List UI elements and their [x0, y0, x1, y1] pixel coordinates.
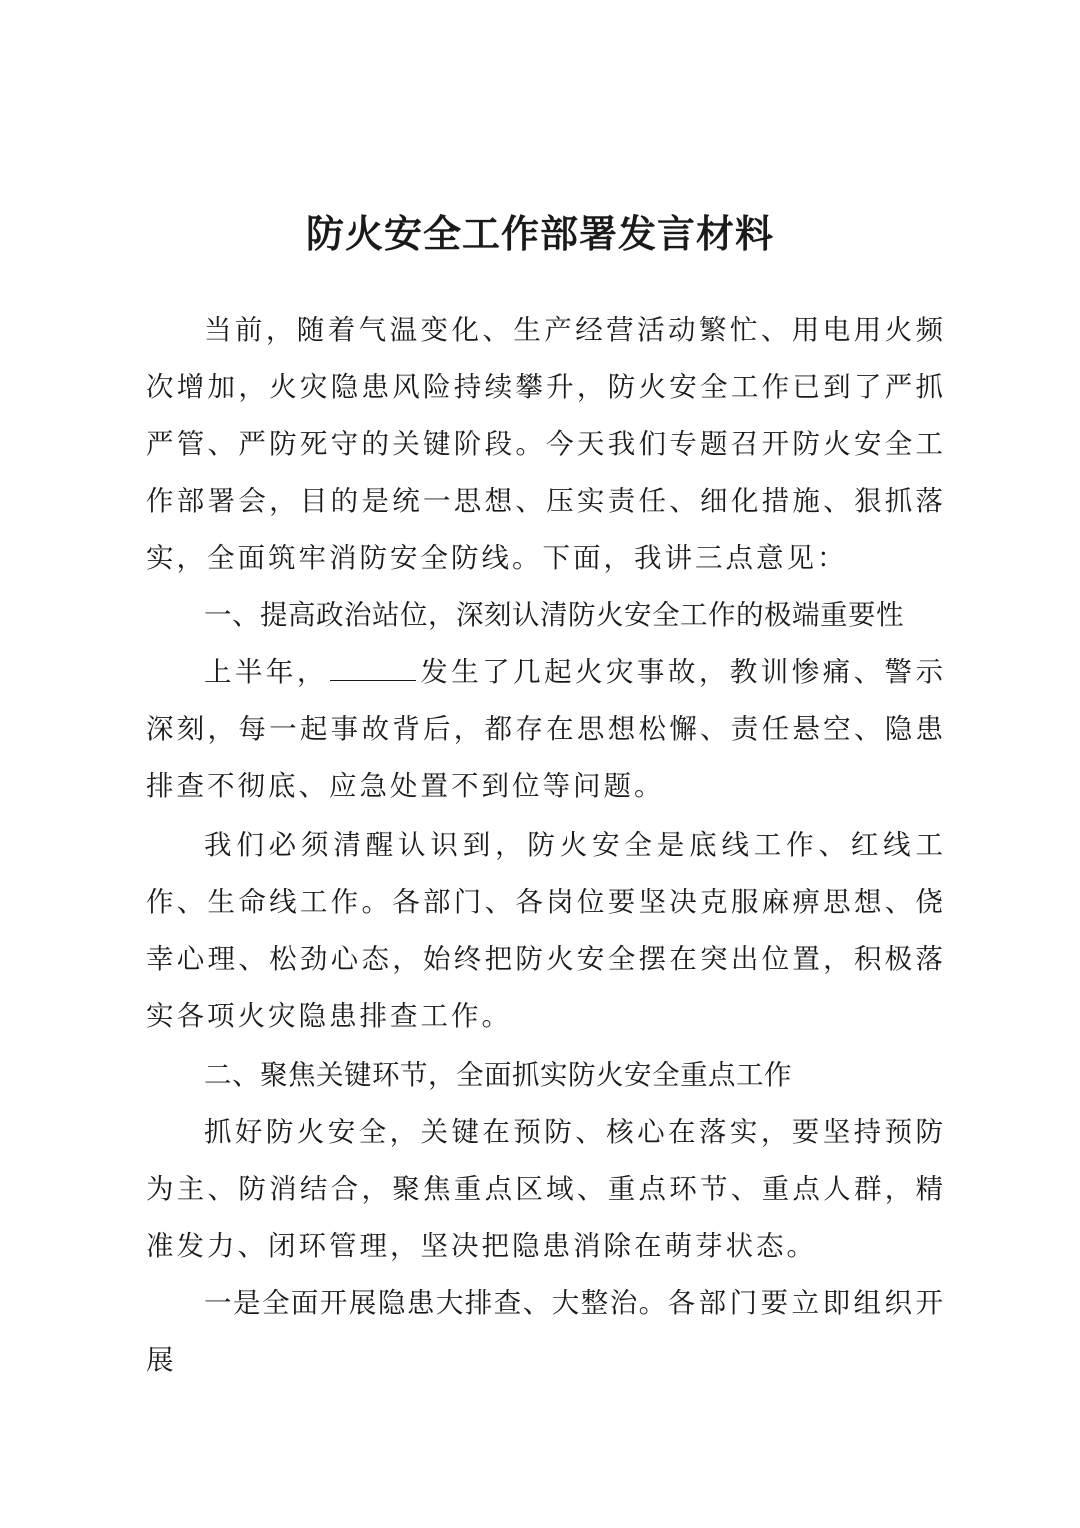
- section2-paragraph-1: 抓好防火安全，关键在预防、核心在落实，要坚持预防为主、防消结合，聚焦重点区域、重点环节、重点人群，精准发力、闭环管理，坚决把隐患消除在萌芽状态。: [146, 1116, 946, 1262]
- section1-paragraph-2: 我们必须清醒认识到，防火安全是底线工作、红线工作、生命线工作。各部门、各岗位要坚决克服麻痹思想、侥幸心理、松劲心态，始终把防火安全摆在突出位置，积极落实各项火灾隐患排查工作。: [146, 829, 946, 1032]
- section1-paragraph-1: [146, 644, 946, 815]
- section2-item-1-lead: 一是全面开展隐患大排查、大整治。: [204, 1287, 668, 1319]
- section-heading-1: 一、提高政治站位，深刻认清防火安全工作的极端重要性: [204, 599, 904, 631]
- section1-paragraph-1-start: 上半年，: [204, 656, 328, 688]
- intro-paragraph: 当前，随着气温变化、生产经营活动繁忙、用电用火频次增加，火灾隐患风险持续攀升，防火安全工作已到了严抓严管、严防死守的关键阶段。今天我们专题召开防火安全工作部署会，目的是统一思想、压实责任、细化措施、狠抓落实，全面筑牢消防安全防线。下面，我讲三点意见：: [146, 314, 946, 574]
- section2-item-1: [146, 1275, 946, 1389]
- blank-fill-line: [330, 660, 416, 681]
- section1-paragraph-1-rest: 发生了几起火灾事故，教训惨痛、警示深刻，每一起事故背后，都存在思想松懈、责任悬空、隐患排查不彻底、应急处置不到位等问题。: [146, 656, 947, 802]
- section-heading-2: 二、聚焦关键环节，全面抓实防火安全重点工作: [204, 1059, 792, 1091]
- document-body: [146, 302, 946, 1389]
- section2-item-1-text: 各部门要立即组织开展: [146, 1287, 947, 1376]
- document-title: 防火安全工作部署发言材料: [305, 211, 774, 256]
